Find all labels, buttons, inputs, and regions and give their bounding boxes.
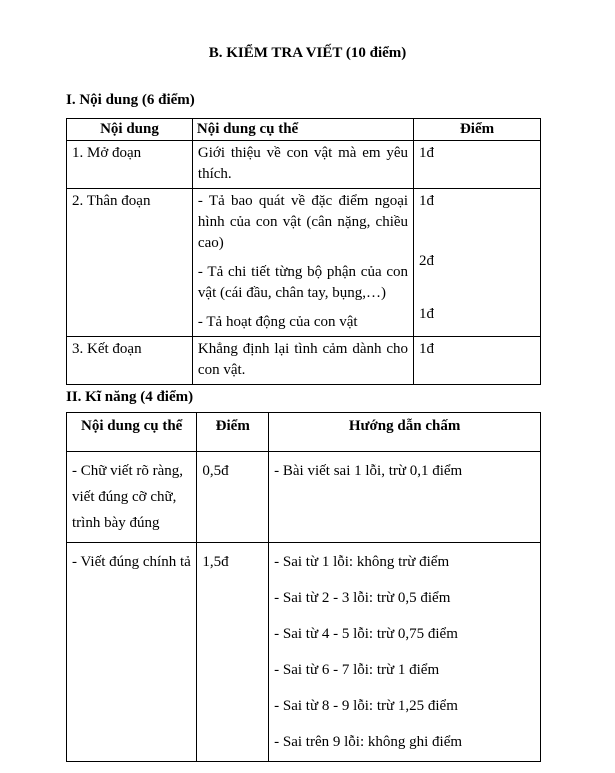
section-2-heading: II. Kĩ năng (4 điểm) — [66, 389, 194, 405]
header-huong-dan-cham: Hướng dẫn chấm — [269, 413, 541, 452]
table-header-row — [67, 413, 541, 452]
score-text: 1đ — [419, 145, 435, 161]
part-cell: 1. Mở đoạn — [67, 141, 193, 189]
details-cell — [192, 337, 413, 385]
score-cell — [414, 337, 541, 385]
header-diem: Điểm — [197, 413, 269, 452]
detail-text: Giới thiệu về con vật mà em yêu thích. — [197, 145, 409, 182]
table-row — [67, 141, 541, 189]
guide-text: - Sai từ 4 - 5 lỗi: trừ 0,75 điểm — [274, 626, 458, 642]
guide-cell — [269, 543, 541, 762]
table-row — [67, 337, 541, 385]
table-row — [67, 189, 541, 337]
score-cell: 1,5đ — [197, 543, 269, 762]
guide-text: - Sai trên 9 lỗi: không ghi điểm — [274, 734, 463, 750]
details-cell — [192, 141, 413, 189]
detail-text: - Tả hoạt động của con vật — [197, 314, 358, 330]
guide-text: - Sai từ 6 - 7 lỗi: trừ 1 điểm — [274, 662, 440, 678]
document-title: B. KIỂM TRA VIẾT (10 điểm) — [208, 45, 407, 61]
table-row — [67, 452, 541, 543]
guide-text: - Sai từ 8 - 9 lỗi: trừ 1,25 điểm — [274, 698, 458, 714]
content-cell: - Chữ viết rõ ràng, viết đúng cỡ chữ, trình bày đúng — [67, 452, 197, 543]
detail-text: Khẳng định lại tình cảm dành cho con vật. — [197, 341, 409, 378]
guide-text: - Bài viết sai 1 lỗi, trừ 0,1 điểm — [274, 463, 463, 479]
detail-text: - Tả bao quát về đặc điểm ngoại hình của con vật (cân nặng, chiều cao) — [197, 193, 409, 251]
part-cell: 3. Kết đoạn — [67, 337, 193, 385]
part-cell: 2. Thân đoạn — [67, 189, 193, 337]
score-text: 1đ — [419, 193, 435, 209]
header-noi-dung-cu-the: Nội dung cụ thể — [67, 413, 197, 452]
score-text: 1đ — [419, 306, 435, 322]
content-cell: - Viết đúng chính tả — [67, 543, 197, 762]
section-1-heading: I. Nội dung (6 điểm) — [66, 92, 195, 108]
guide-text: - Sai từ 2 - 3 lỗi: trừ 0,5 điểm — [274, 590, 451, 606]
table-row — [67, 543, 541, 762]
header-noi-dung-cu-the: Nội dung cụ thể — [192, 119, 413, 141]
score-text: 2đ — [419, 253, 435, 269]
score-cell — [414, 189, 541, 337]
header-noi-dung: Nội dung — [67, 119, 193, 141]
score-cell — [414, 141, 541, 189]
details-cell — [192, 189, 413, 337]
guide-cell — [269, 452, 541, 543]
table-header-row — [67, 119, 541, 141]
header-diem: Điểm — [414, 119, 541, 141]
score-cell: 0,5đ — [197, 452, 269, 543]
detail-text: - Tả chi tiết từng bộ phận của con vật (cái đầu, chân tay, bụng,…) — [197, 264, 409, 301]
guide-text: - Sai từ 1 lỗi: không trừ điểm — [274, 554, 450, 570]
skills-score-table — [66, 412, 541, 762]
score-text: 1đ — [419, 341, 435, 357]
content-score-table — [66, 118, 541, 385]
